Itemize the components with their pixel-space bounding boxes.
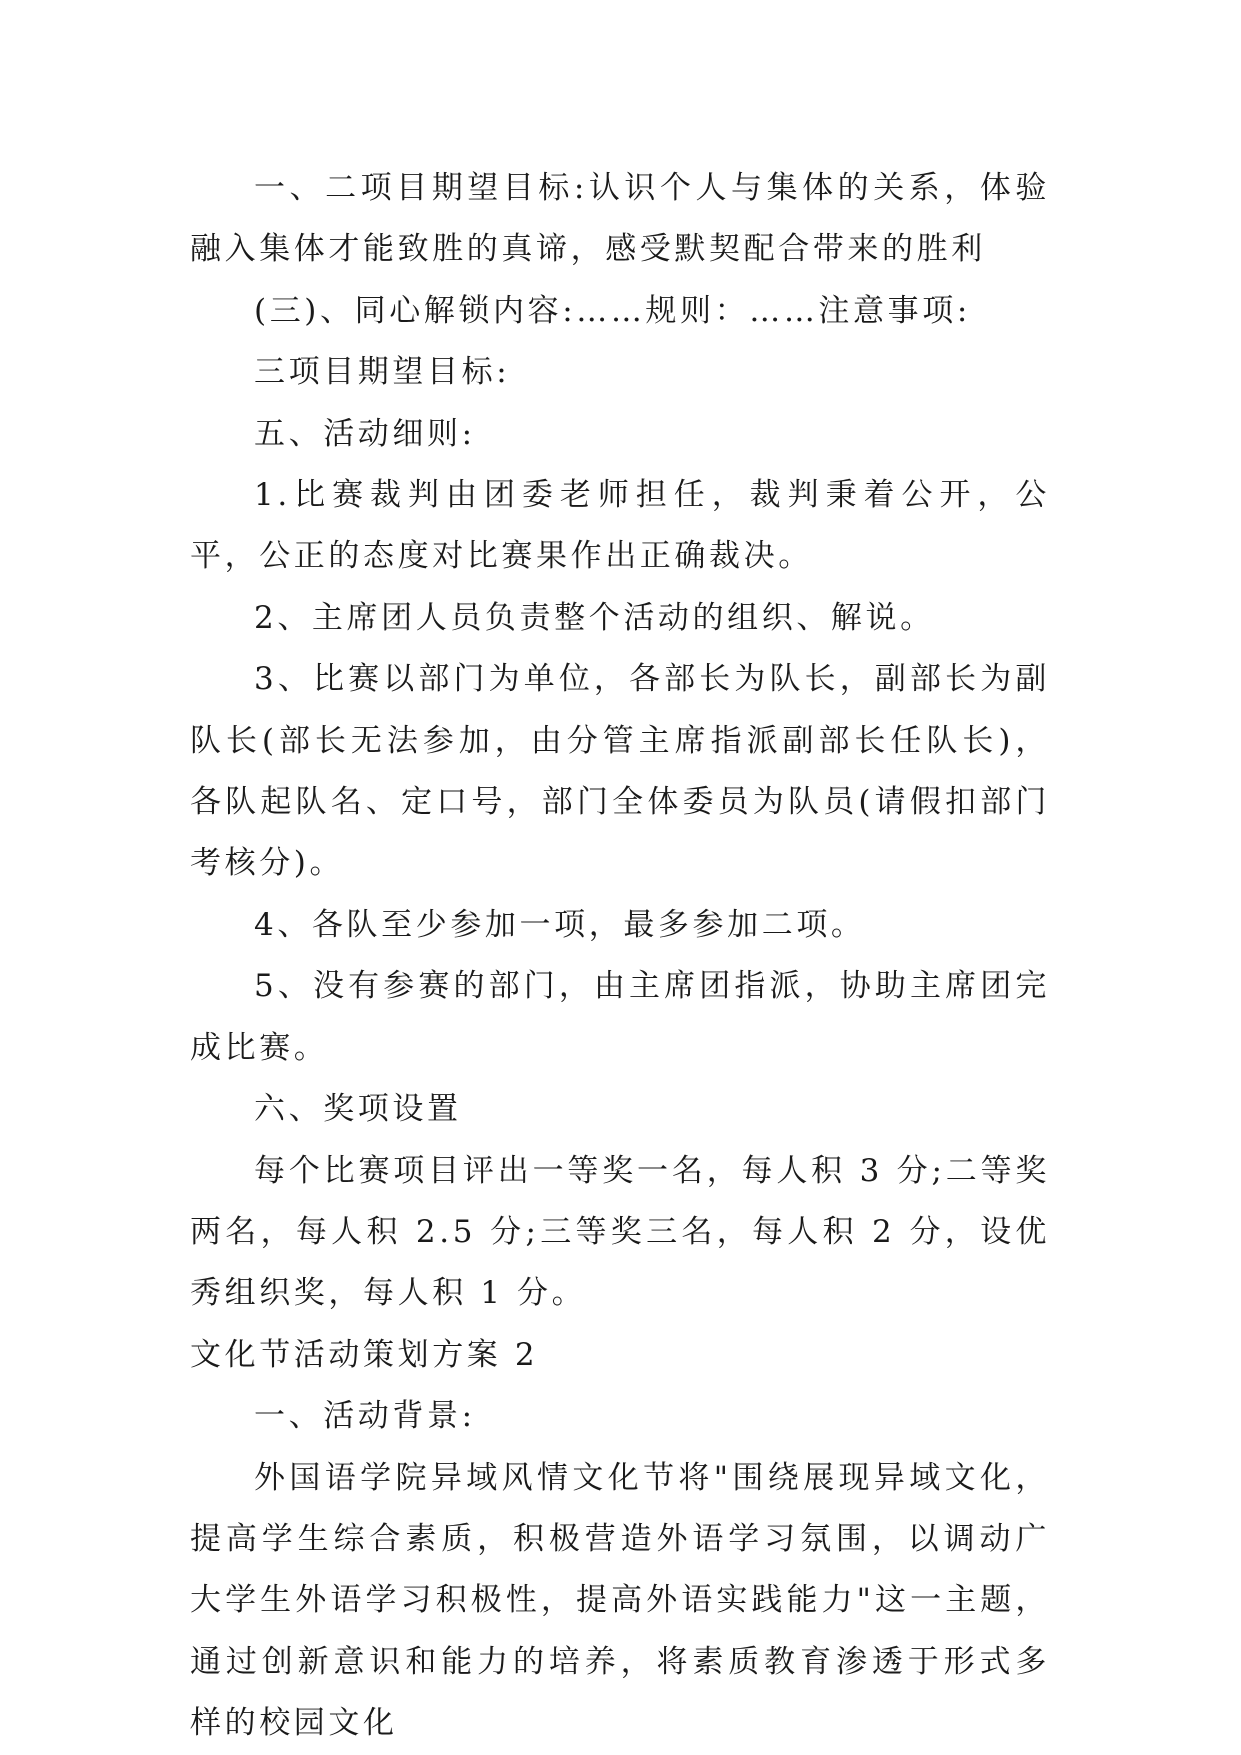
paragraph-goal-3: 三项目期望目标: [254, 354, 511, 391]
rule-item-1: 1.比赛裁判由团委老师担任，裁判秉着公开，公平，公正的态度对比赛果作出正确裁决。 [190, 477, 1050, 575]
rule-item-5: 5、没有参赛的部门，由主席团指派，协助主席团完成比赛。 [190, 968, 1050, 1066]
section-title-plan-2: 文化节活动策划方案 2 [190, 1336, 539, 1373]
paragraph-goal-2: 一、二项目期望目标:认识个人与集体的关系，体验融入集体才能致胜的真谛，感受默契配合带来的胜利 [190, 170, 1050, 268]
paragraph-unlock-content: (三)、同心解锁内容:……规则：……注意事项: [254, 292, 971, 329]
rule-item-4: 4、各队至少参加一项，最多参加二项。 [254, 906, 866, 943]
heading-activity-rules: 五、活动细则: [254, 415, 476, 452]
document-body [190, 158, 1050, 1755]
heading-background: 一、活动背景: [254, 1398, 476, 1435]
rule-item-2: 2、主席团人员负责整个活动的组织、解说。 [254, 599, 935, 636]
paragraph-background: 外国语学院异域风情文化节将"围绕展现异域文化，提高学生综合素质，积极营造外语学习氛围，以调动广大学生外语学习积极性，提高外语实践能力"这一主题，通过创新意识和能力的培养，将素质教育渗透于形式多样的校园文化 [190, 1459, 1050, 1742]
heading-awards: 六、奖项设置 [254, 1091, 462, 1128]
paragraph-awards: 每个比赛项目评出一等奖一名，每人积 3 分;二等奖两名，每人积 2.5 分;三等奖三名，每人积 2 分，设优秀组织奖，每人积 1 分。 [190, 1152, 1050, 1312]
rule-item-3: 3、比赛以部门为单位，各部长为队长，副部长为副队长(部长无法参加，由分管主席指派副部长任队长)，各队起队名、定口号，部门全体委员为队员(请假扣部门考核分)。 [190, 661, 1050, 882]
